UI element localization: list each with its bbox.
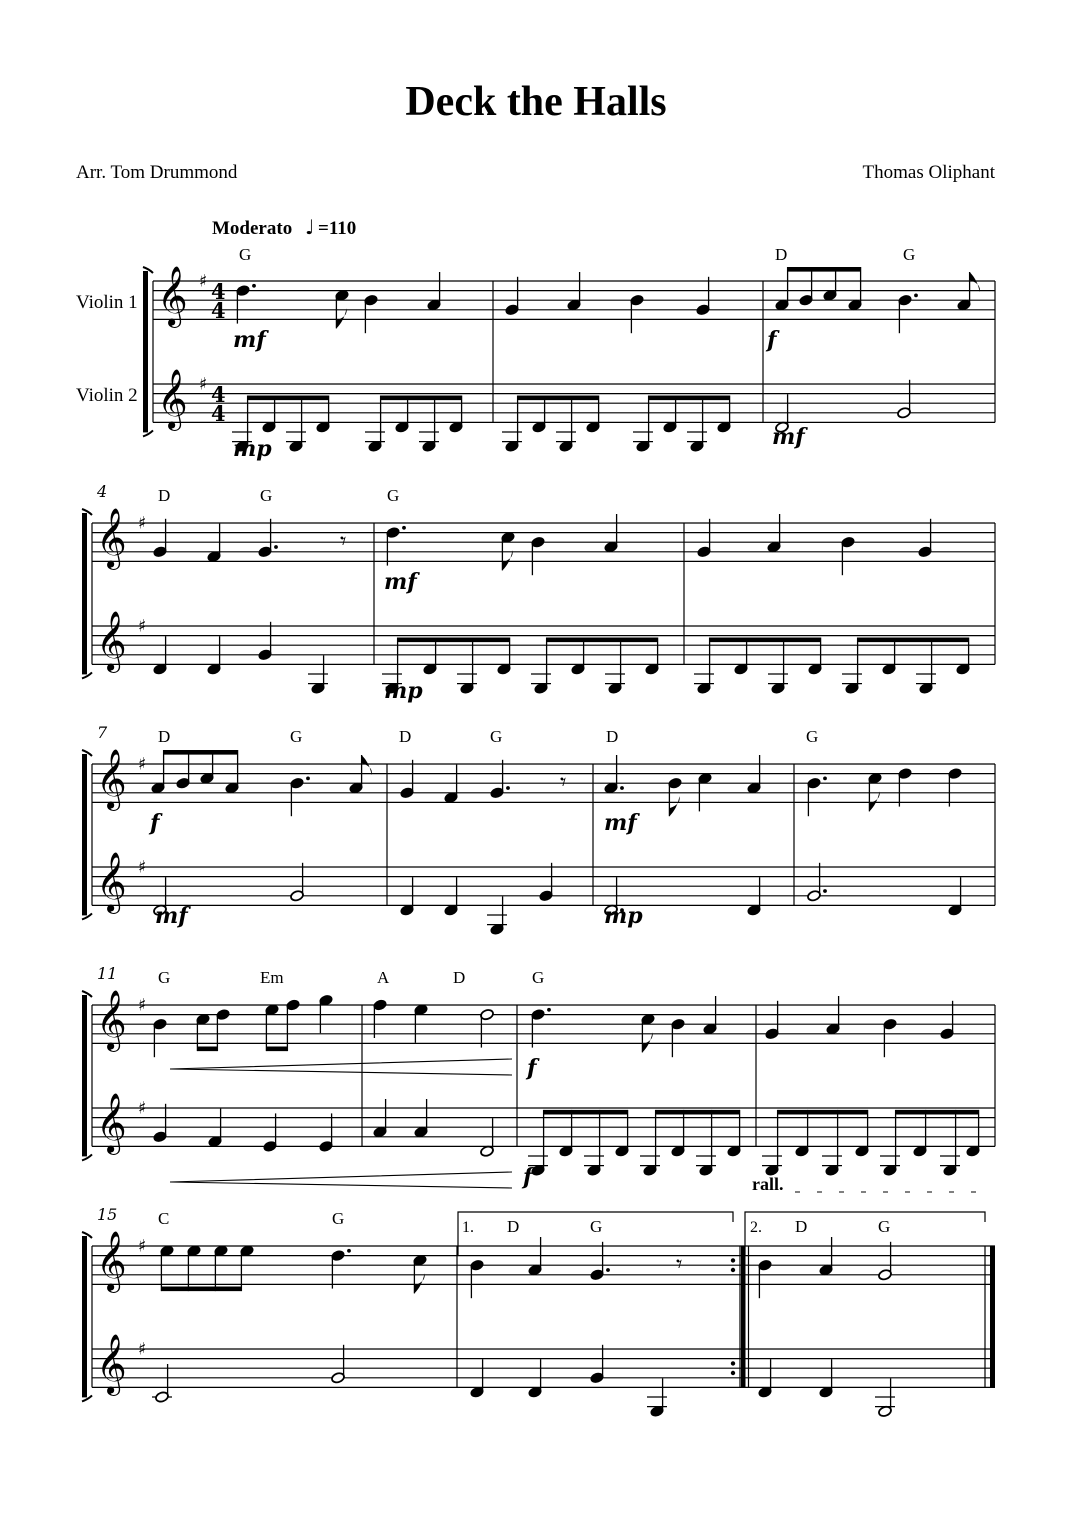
beam xyxy=(266,1046,287,1051)
dynamic-mark: mp xyxy=(233,436,272,462)
chord-symbol: G xyxy=(290,727,303,746)
chord-symbol: Em xyxy=(260,968,284,987)
treble-clef-icon: 𝄞 xyxy=(96,508,127,569)
key-signature-sharp-icon: ♯ xyxy=(138,995,147,1016)
key-signature-sharp-icon: ♯ xyxy=(138,1339,147,1360)
eighth-rest-icon: 𝄾 xyxy=(340,526,347,555)
crescendo-hairpin xyxy=(170,1172,512,1188)
chord-symbol: G xyxy=(903,245,916,264)
volta-label-1: 1. xyxy=(462,1219,474,1236)
instrument-name-violin2: Violin 2 xyxy=(76,385,138,406)
system-bracket xyxy=(82,995,87,1156)
composer-credit: Thomas Oliphant xyxy=(862,162,995,183)
quarter-note-icon: ♩ xyxy=(305,215,315,239)
dynamic-mark: mf xyxy=(772,424,805,450)
beam xyxy=(544,1110,628,1115)
volta-label-2: 2. xyxy=(750,1219,762,1236)
beam xyxy=(518,396,599,401)
chord-symbol: G xyxy=(332,1209,345,1228)
measure-number: 7 xyxy=(97,723,108,742)
repeat-thick-barline xyxy=(741,1246,746,1387)
dynamic-mark: f xyxy=(523,1164,533,1190)
note-dot xyxy=(606,1268,610,1272)
treble-clef-icon: 𝄞 xyxy=(96,990,127,1051)
note-dot xyxy=(914,294,918,298)
instrument-name-violin1: Violin 1 xyxy=(76,292,138,313)
tempo-value: =110 xyxy=(318,218,357,239)
beam xyxy=(547,638,658,643)
note-dot xyxy=(547,1008,551,1012)
chord-symbol: G xyxy=(878,1217,891,1236)
measure-number: 11 xyxy=(97,964,118,983)
note-flag xyxy=(362,755,372,775)
dynamic-mark: mf xyxy=(233,327,266,353)
note-dot xyxy=(402,526,406,530)
eighth-rest-icon: 𝄾 xyxy=(676,1249,683,1278)
note-dot xyxy=(506,786,510,790)
treble-clef-icon: 𝄞 xyxy=(96,611,127,672)
note-flag xyxy=(970,272,980,292)
chord-symbol: C xyxy=(158,1209,170,1228)
dynamic-mark: f xyxy=(767,327,777,353)
eighth-rest-icon: 𝄾 xyxy=(560,767,567,796)
chord-symbol: G xyxy=(490,727,503,746)
beam xyxy=(788,267,861,272)
chord-symbol: D xyxy=(399,727,412,746)
crescendo-hairpin xyxy=(170,1059,512,1075)
note-flag xyxy=(669,796,679,816)
treble-clef-icon: 𝄞 xyxy=(157,369,188,430)
key-signature-sharp-icon: ♯ xyxy=(199,374,208,395)
key-signature-sharp-icon: ♯ xyxy=(199,271,208,292)
chord-symbol: G xyxy=(806,727,819,746)
chord-symbol: G xyxy=(387,486,400,505)
repeat-dot xyxy=(731,1371,735,1375)
dynamic-mark: f xyxy=(527,1055,537,1081)
chord-symbol: G xyxy=(532,968,545,987)
key-signature-sharp-icon: ♯ xyxy=(138,1236,147,1257)
note-flag xyxy=(414,1273,424,1293)
chord-symbol: D xyxy=(606,727,619,746)
dynamic-mark: mf xyxy=(155,903,188,929)
chord-symbol: D xyxy=(453,968,466,987)
dynamic-mark: mp xyxy=(604,903,643,929)
time-signature-bottom: 4 xyxy=(211,400,226,426)
key-signature-sharp-icon: ♯ xyxy=(138,754,147,775)
time-signature-bottom: 4 xyxy=(211,297,226,323)
system-bracket xyxy=(82,513,87,674)
note-flag xyxy=(336,308,346,328)
treble-clef-icon: 𝄞 xyxy=(96,852,127,913)
note-dot xyxy=(347,1249,351,1253)
key-signature-sharp-icon: ♯ xyxy=(138,513,147,534)
key-signature-sharp-icon: ♯ xyxy=(138,857,147,878)
beam xyxy=(649,396,730,401)
chord-symbol: G xyxy=(239,245,252,264)
beam xyxy=(197,1046,217,1051)
rall-text: rall. xyxy=(752,1174,784,1194)
measure-number: 15 xyxy=(97,1205,118,1224)
note-flag xyxy=(642,1032,652,1052)
repeat-dot xyxy=(731,1268,735,1272)
repeat-dot xyxy=(731,1258,735,1262)
beam xyxy=(381,396,462,401)
chord-symbol: A xyxy=(377,968,390,987)
beam xyxy=(778,1110,868,1115)
measure-number: 4 xyxy=(97,482,108,501)
dynamic-mark: mf xyxy=(384,569,417,595)
chord-symbol: G xyxy=(260,486,273,505)
treble-clef-icon: 𝄞 xyxy=(96,1231,127,1292)
time-signature-top: 4 xyxy=(211,278,226,304)
treble-clef-icon: 𝄞 xyxy=(96,1334,127,1395)
chord-symbol: D xyxy=(158,727,171,746)
note-dot xyxy=(620,786,624,790)
system-bracket xyxy=(82,754,87,915)
note-flag xyxy=(502,550,512,570)
dynamic-mark: mf xyxy=(604,810,637,836)
dynamic-mark: f xyxy=(150,810,160,836)
chord-symbol: D xyxy=(775,245,788,264)
volta-bracket-2 xyxy=(745,1212,985,1256)
chord-symbol: G xyxy=(158,968,171,987)
score-title: Deck the Halls xyxy=(405,79,667,125)
beam xyxy=(398,638,510,643)
key-signature-sharp-icon: ♯ xyxy=(138,1098,147,1119)
dynamic-mark: mp xyxy=(384,678,423,704)
time-signature-top: 4 xyxy=(211,381,226,407)
final-thick-barline xyxy=(990,1246,995,1387)
beam xyxy=(896,1110,979,1115)
system-bracket xyxy=(82,1236,87,1397)
key-signature-sharp-icon: ♯ xyxy=(138,616,147,637)
system-bracket xyxy=(143,271,148,432)
beam xyxy=(164,750,238,755)
tempo-word: Moderato xyxy=(212,218,293,239)
chord-symbol: D xyxy=(158,486,171,505)
treble-clef-icon: 𝄞 xyxy=(96,749,127,810)
beam xyxy=(248,396,329,401)
repeat-dot xyxy=(731,1361,735,1365)
note-flag xyxy=(869,791,879,811)
note-dot xyxy=(306,777,310,781)
beam xyxy=(710,638,821,643)
treble-clef-icon: 𝄞 xyxy=(96,1093,127,1154)
chord-symbol: G xyxy=(590,1217,603,1236)
beam xyxy=(656,1110,740,1115)
note-dot xyxy=(823,889,827,893)
treble-clef-icon: 𝄞 xyxy=(157,266,188,327)
beam xyxy=(858,638,969,643)
note-dot xyxy=(823,777,827,781)
arranger-credit: Arr. Tom Drummond xyxy=(76,162,238,183)
chord-symbol: D xyxy=(795,1217,808,1236)
beam xyxy=(161,1287,241,1292)
note-dot xyxy=(274,545,278,549)
chord-symbol: D xyxy=(507,1217,520,1236)
note-dot xyxy=(252,284,256,288)
